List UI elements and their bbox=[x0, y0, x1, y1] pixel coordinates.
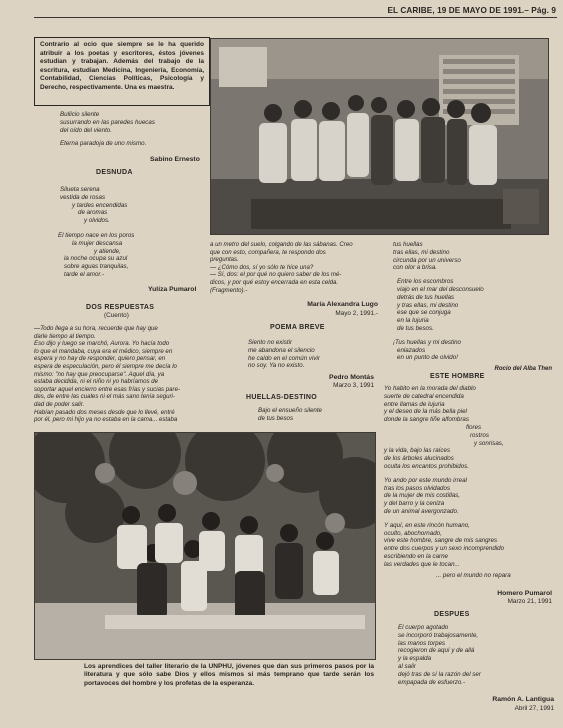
poem-line: dejó tras de sí la razón del ser bbox=[398, 670, 481, 678]
poem-huellas-continuation bbox=[393, 241, 553, 362]
story-line: dicos, y por qué estoy encerrada en esta celda. bbox=[210, 278, 339, 286]
poem-line: viajo en el mar del desconsuelo bbox=[397, 285, 484, 293]
poem-line: del oído del viento. bbox=[60, 126, 112, 134]
story-line: preguntas. bbox=[210, 256, 239, 264]
poem-despues bbox=[398, 624, 554, 686]
poem-line: de aromas bbox=[78, 209, 108, 217]
title-dos-respuestas: DOS RESPUESTAS bbox=[86, 304, 155, 311]
poem-line: la mujer descansa bbox=[72, 239, 123, 247]
date-pedro: Marzo 3, 1991 bbox=[333, 382, 374, 389]
poem-line: Bullicio silente bbox=[60, 111, 100, 118]
photo-caption: Los aprendices del taller literario de la UNPHU, jóvenes que dan sus primeros pasos por la literatura y que sólo sabe Dios y ellos mismos si más temprano que tarde serán los portavoces del hombre y los profetas de la esperanza. bbox=[84, 663, 374, 687]
bottom-photo-image bbox=[35, 433, 375, 659]
poem-desnuda bbox=[60, 186, 210, 279]
poem-line: he caído en el común vivir bbox=[248, 354, 320, 362]
poem-line: las manos torpes bbox=[398, 639, 446, 647]
top-photo bbox=[210, 38, 549, 235]
poem-line: de un animal avergonzado. bbox=[384, 507, 459, 515]
poem-line: de la mujer de mis costillas, bbox=[384, 492, 460, 500]
poem-line: en la lujuria bbox=[397, 317, 429, 325]
date-ramon: Abril 27, 1991 bbox=[514, 705, 554, 712]
poem-line: Siento no existir bbox=[248, 339, 293, 346]
author-sabino: Sabino Ernesto bbox=[150, 156, 200, 163]
poem-line: al salir bbox=[398, 662, 416, 670]
intro-box: Contrario al ocio que siempre se le ha querido atribuir a los poetas y escritores, éstos jóvenes estudian y trabajan. Además del trabajo de la escritura, estudian Medicina, Ingeniería, Economía, Contabilidad, Ciencias Políticas, Psicología y Derecho, respectivamente. Una es maestra. bbox=[34, 37, 210, 106]
poem-line: vestida de rosas bbox=[60, 193, 106, 201]
poem-line: Bajo el ensueño silente bbox=[258, 407, 322, 414]
poem-line: susurrando en las paredes huecas bbox=[60, 118, 155, 126]
title-huellas-destino: HUELLAS-DESTINO bbox=[246, 394, 317, 401]
poem-line: entre llamas de lujuria bbox=[384, 400, 445, 408]
poem-line: tras los pasos olvidados bbox=[384, 484, 451, 492]
story-continuation bbox=[210, 241, 385, 294]
poem-line: Yo habito en la morada del diablo bbox=[384, 385, 476, 392]
poem-line: tarde el amor.- bbox=[64, 270, 105, 278]
poem-line: tras ellas, mi destino bbox=[393, 248, 450, 256]
story-line: (Fragmento).- bbox=[210, 286, 248, 294]
story-line: lo que el mandaba, cuya era el médico, siempre en bbox=[34, 347, 173, 355]
poem-line: Silueta serena bbox=[60, 186, 100, 193]
story-line: espera y no hay de responder, quiero pensar, en bbox=[34, 355, 166, 363]
poem-line: donde la sangre tiñe alfombras bbox=[384, 416, 469, 424]
poem-line: oculta los encantos prohibidos. bbox=[384, 462, 469, 470]
author-ramon: Ramón A. Lantigua bbox=[492, 696, 554, 703]
poem-line: ese que se conjuga bbox=[397, 309, 451, 317]
poem-line: empapada de esfuerzo.- bbox=[398, 678, 466, 686]
poem-line: suerte de catedral encendida bbox=[384, 392, 464, 400]
story-line: — Sí, dos: el por qué no quiero saber de los mé- bbox=[210, 271, 342, 279]
poem-line: ... pero el mundo no repara bbox=[436, 571, 511, 579]
poem-line: detrás de tus huellas bbox=[397, 293, 455, 301]
author-maria: María Alexandra Lugo bbox=[307, 301, 378, 308]
poem-line: de los árboles alucinados bbox=[384, 455, 454, 463]
poem-line: El cuerpo agotado bbox=[398, 624, 449, 631]
poem-line: Yo ando por este mundo irreal bbox=[384, 476, 467, 484]
poem-line: oculto, abochornado, bbox=[384, 529, 442, 537]
title-poema-breve: POEMA BREVE bbox=[270, 324, 325, 331]
poem-line: de tus besos. bbox=[397, 324, 434, 332]
story-line: por él, pero mi hijo ya no estaba en la cama... estaba bbox=[34, 416, 178, 424]
author-homero: Homero Pumarol bbox=[497, 590, 552, 597]
poem-line: en un punto de olvido! bbox=[397, 354, 458, 362]
poem-line: me abandona el silencio bbox=[248, 346, 315, 354]
bottom-photo bbox=[34, 432, 376, 660]
poem-line: entre dos cuerpos y un sexo incomprendido bbox=[384, 545, 505, 553]
poem-line: ¡Tus huellas y mi destino bbox=[393, 338, 461, 346]
title-este-hombre: ESTE HOMBRE bbox=[430, 373, 485, 380]
poem-line: tus huellas bbox=[393, 241, 423, 248]
poem-line: y atiende, bbox=[94, 247, 121, 255]
story-line: que con esto, compañera, te respondo dos bbox=[210, 248, 326, 256]
poem-line: con olor a brisa. bbox=[393, 264, 438, 272]
story-line: —Todo llega a su hora, recuerde que hay que bbox=[34, 325, 158, 332]
story-line: dad de poder salir. bbox=[34, 400, 85, 408]
subtitle-cuento: (Cuento) bbox=[104, 312, 129, 319]
author-pedro: Pedro Montás bbox=[329, 374, 374, 381]
poem-breve bbox=[248, 339, 378, 370]
author-rocio: Rocío del Alba Then bbox=[494, 366, 552, 372]
story-line: a un metro del suelo, colgando de las sábanas. Creo bbox=[210, 241, 353, 248]
poem-line: se incorporó trabajosamente, bbox=[398, 631, 479, 639]
poem-line: de tus besos bbox=[258, 414, 294, 422]
story-line: des, de entre las cuales ni el más sano tenía seguri- bbox=[34, 393, 175, 401]
story-line: estaba decidida, ni el niño ni yo habríamos de bbox=[34, 378, 158, 386]
title-despues: DESPUES bbox=[434, 611, 470, 618]
author-yuliza: Yulíza Pumarol bbox=[148, 286, 197, 293]
poem-line: y del barro y la ceniza bbox=[384, 500, 445, 508]
poem-line: y sonrisas, bbox=[474, 439, 504, 447]
top-photo-image bbox=[211, 39, 548, 234]
story-line: Habían pasado dos meses desde que lo llevé, entré bbox=[34, 408, 175, 416]
poem-line: El tiempo nace en los poros bbox=[58, 231, 135, 239]
poem-line: y la vida, bajo las raíces bbox=[384, 447, 451, 455]
poem-line: sobre aguas tranquilas, bbox=[64, 263, 129, 271]
title-desnuda: DESNUDA bbox=[96, 169, 133, 176]
poem-line: las verdades que le tocan... bbox=[384, 560, 460, 568]
poem-sabino bbox=[60, 111, 210, 148]
story-text bbox=[34, 325, 210, 424]
poem-line: y tardes encendidas bbox=[72, 201, 128, 209]
poem-line: y olvidos. bbox=[84, 217, 110, 225]
poem-line: flores bbox=[466, 423, 482, 431]
poem-line: recogieron de aquí y de allá bbox=[398, 647, 475, 655]
page-header: EL CARIBE, 19 DE MAYO DE 1991.– Pág. 9 bbox=[387, 6, 556, 15]
poem-huellas bbox=[258, 407, 378, 423]
poem-line: y tras ellas, mi destino bbox=[397, 301, 459, 309]
header-rule bbox=[34, 17, 557, 18]
story-line: darle tiempo al tiempo. bbox=[34, 332, 96, 340]
date-maria: Mayo 2, 1991.- bbox=[335, 310, 378, 317]
poem-line: Y aquí, en este rincón humano, bbox=[384, 521, 470, 529]
story-line: espera de especulación, pero él siempre me decía lo bbox=[34, 362, 177, 370]
story-line: — ¿Cómo dos, sí yo sólo te hice una? bbox=[210, 263, 314, 271]
story-line: Eso dijo y luego se marchó, Aurora. Yo hacía todo bbox=[34, 340, 170, 348]
poem-line: y el deseo de la más bella piel bbox=[384, 408, 467, 416]
poem-line: Eterna paradoja de uno mismo. bbox=[60, 140, 147, 148]
poem-line: y la espalda bbox=[398, 655, 432, 663]
poem-line: enlazados bbox=[397, 346, 426, 354]
poem-line: no soy. Ya no existo. bbox=[248, 362, 305, 370]
poem-line: circunda por un universo bbox=[393, 256, 461, 264]
date-homero: Marzo 21, 1991 bbox=[507, 598, 552, 605]
poem-line: Entre los escombros bbox=[397, 278, 454, 286]
poem-line: rostros bbox=[470, 431, 489, 439]
poem-line: la noche ocupa su azul bbox=[64, 255, 128, 263]
poem-line: escribiendo en la carne bbox=[384, 552, 448, 560]
poem-este-hombre bbox=[384, 385, 556, 579]
story-line: soportar aquel encierro entre esas frías y sucias pare- bbox=[34, 385, 180, 393]
poem-line: vive este hombre, sangre de mis sangres bbox=[384, 537, 498, 545]
story-line: mismo: "no hay que preocuparse". Aquel día, ya bbox=[34, 370, 165, 378]
